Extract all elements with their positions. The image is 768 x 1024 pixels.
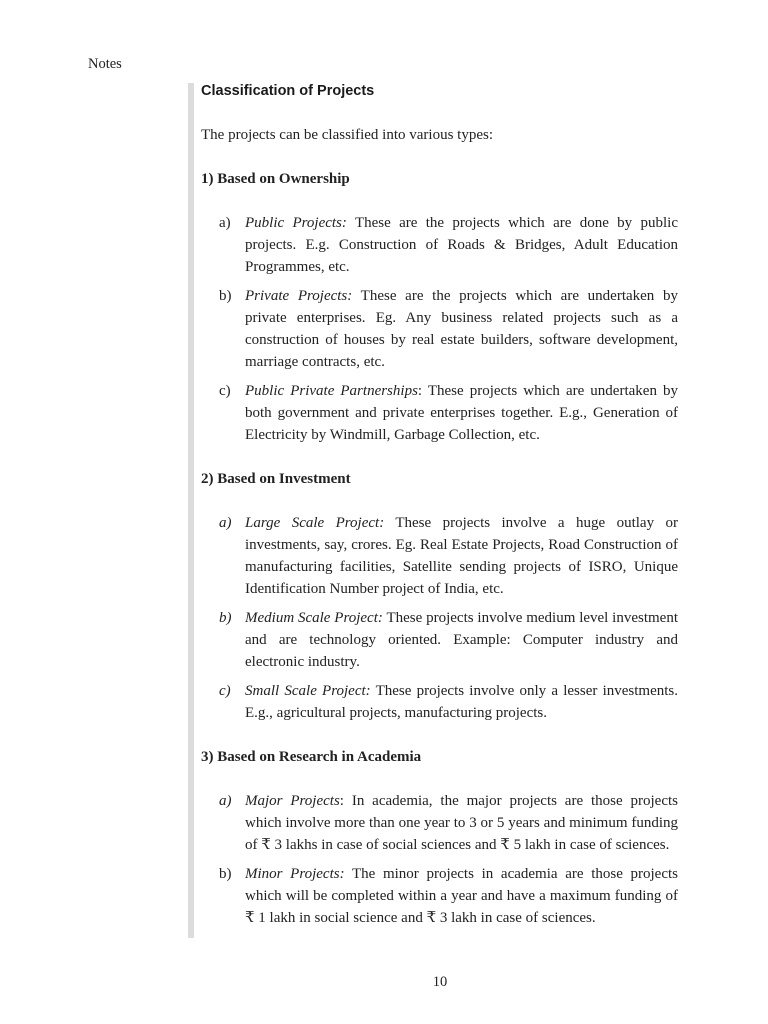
margin-rule [188,83,194,938]
list-item [201,285,678,373]
list-item [201,512,678,600]
list-item-term: Public Private Partnerships [245,383,418,399]
list-item-description: These projects involve a huge outlay or investments, say, crores. Eg. Real Estate Projects, Road Construction of manufacturing facilities, Satellite sending projects of ISRO, Unique Identification Number project of India, etc. [245,515,678,597]
margin-note-label: Notes [88,56,122,72]
list-item-description: : In academia, the major projects are those projects which involve more than one year to 3 or 5 years and minimum funding of ₹ 3 lakhs in case of social sciences and ₹ 5 lakh in case of sciences. [245,793,678,853]
intro-paragraph: The projects can be classified into various types: [201,127,493,143]
list-item-term: Medium Scale Project: [245,610,383,626]
list-item-term: Small Scale Project: [245,683,371,699]
list-item-text [245,863,678,929]
list-item [201,680,678,724]
section-heading-ownership: 1) Based on Ownership [201,171,350,187]
section-title: Classification of Projects [201,83,375,99]
list-item-text [245,680,678,724]
investment-list [201,512,678,724]
section-heading-investment: 2) Based on Investment [201,471,351,487]
list-item-term: Major Projects [245,793,340,809]
list-item-text [245,380,678,446]
list-item [201,863,678,929]
list-item-term: Private Projects: [245,288,353,304]
document-body [201,80,678,929]
list-item-description: The minor projects in academia are those projects which will be completed within a year and have a maximum funding of ₹ 1 lakh in social science and ₹ 3 lakh in case of sciences. [245,866,678,926]
section-heading-academia: 3) Based on Research in Academia [201,749,422,765]
list-marker: b) [219,866,232,882]
list-marker: b) [219,288,232,304]
list-marker: a) [219,793,232,809]
list-marker: c) [219,683,231,699]
list-item-description: These are the projects which are undertaken by private enterprises. Eg. Any business related projects such as a construction of houses by real estate builders, software development, marriage contracts, etc. [245,288,678,370]
list-item-term: Minor Projects: [245,866,345,882]
list-item [201,790,678,856]
list-item-text [245,790,678,856]
list-marker: a) [219,215,231,231]
list-item-description: These projects involve only a lesser investments. E.g., agricultural projects, manufacturing projects. [245,683,678,721]
list-item-text [245,512,678,600]
list-item [201,607,678,673]
ownership-list [201,212,678,446]
list-item [201,212,678,278]
list-item [201,380,678,446]
list-marker: c) [219,383,231,399]
list-item-description: These projects involve medium level investment and are technology oriented. Example: Computer industry and electronic industry. [245,610,679,670]
list-item-description: These are the projects which are done by public projects. E.g. Construction of Roads & Bridges, Adult Education Programmes, etc. [245,215,678,275]
page-number: 10 [432,974,448,990]
academia-list [201,790,678,929]
list-marker: a) [219,515,232,531]
list-item-text [245,212,678,278]
list-item-term: Public Projects: [245,215,347,231]
list-item-description: : These projects which are undertaken by both government and private enterprises together. E.g., Generation of Electricity by Windmill, Garbage Collection, etc. [245,383,678,443]
list-item-text [245,285,678,373]
list-item-term: Large Scale Project: [245,515,385,531]
list-item-text [245,607,678,673]
list-marker: b) [219,610,232,626]
